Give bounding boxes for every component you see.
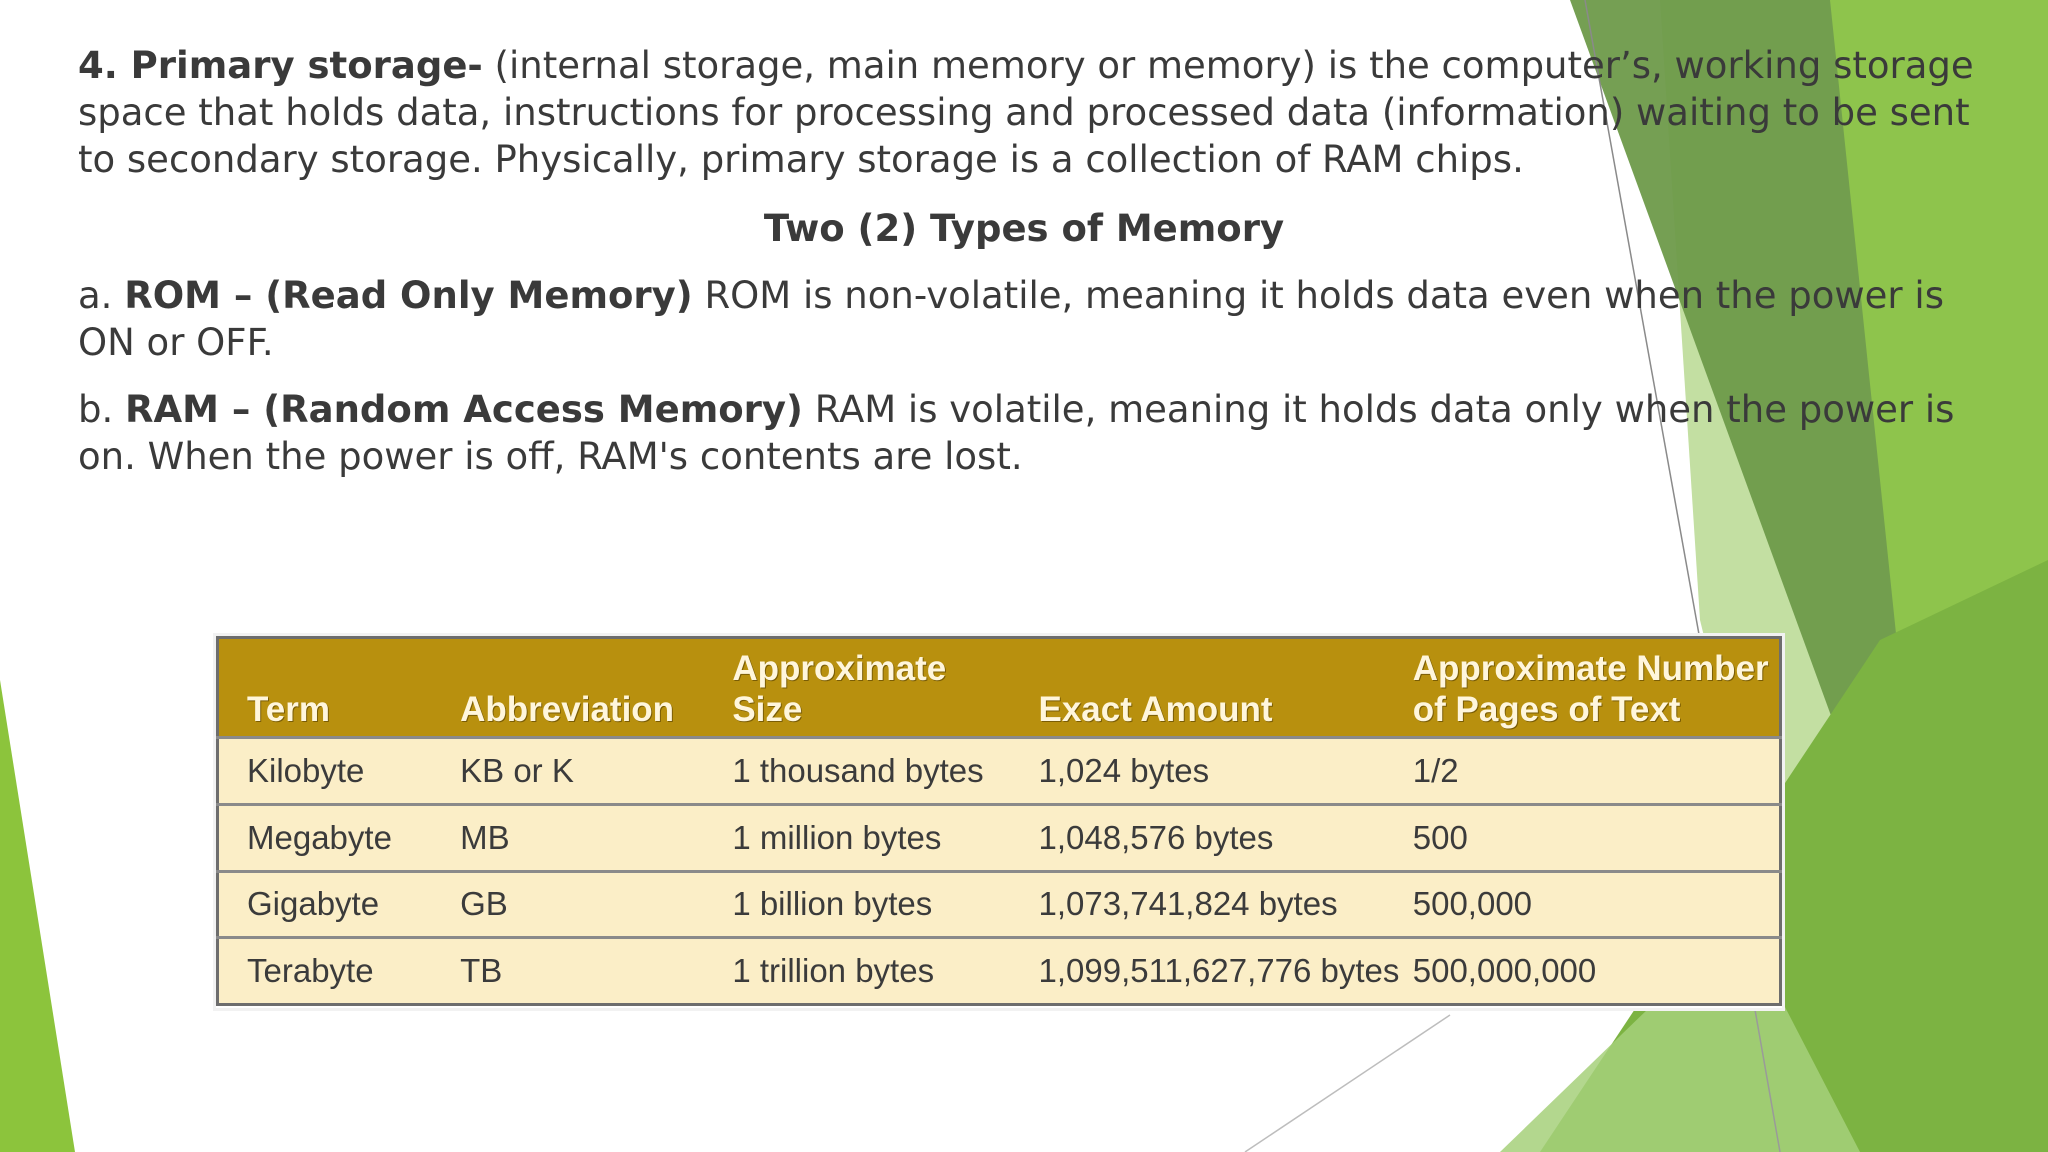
primary-storage-paragraph [78, 42, 1978, 183]
slide-content [78, 42, 1978, 480]
header-abbreviation: Abbreviation [460, 690, 675, 729]
cell-term: Terabyte [218, 938, 461, 1005]
primary-storage-text: (internal storage, main memory or memory) is the computer’s, working storage space that holds data, instructions for processing and processed data (information) waiting to be sent to secondary storage. Physically, primary storage is a collection of RAM chips. [78, 44, 1974, 181]
ram-term: RAM – (Random Access Memory) [125, 388, 803, 431]
rom-text: ROM is non-volatile, meaning it holds data even when the power is ON or OFF. [78, 274, 1944, 364]
table-row [218, 804, 1781, 871]
cell-pages: 500,000 [1413, 871, 1781, 938]
header-pages-line2: of Pages of Text [1412, 690, 1681, 729]
cell-term: Gigabyte [218, 871, 461, 938]
cell-abbreviation: KB or K [460, 738, 732, 805]
ram-item [78, 386, 1978, 480]
cell-size: 1 million bytes [732, 804, 1038, 871]
ram-prefix: b. [78, 388, 126, 431]
header-pages-line1: Approximate Number [1412, 649, 1769, 688]
cell-exact: 1,073,741,824 bytes [1039, 871, 1413, 938]
table-row [218, 871, 1781, 938]
cell-size: 1 trillion bytes [732, 938, 1038, 1005]
cell-term: Kilobyte [218, 738, 461, 805]
header-exact-amount: Exact Amount [1038, 690, 1273, 729]
storage-units-table-image [216, 636, 1782, 1008]
rom-prefix: a. [78, 274, 125, 317]
storage-units-table [216, 636, 1782, 1006]
cell-exact: 1,099,511,627,776 bytes [1039, 938, 1413, 1005]
ram-text: RAM is volatile, meaning it holds data only when the power is on. When the power is off, RAM's contents are lost. [78, 388, 1955, 478]
header-term: Term [247, 690, 330, 729]
decor-line-2 [1245, 1015, 1450, 1152]
decor-shape-left [0, 680, 75, 1152]
table-header-row [218, 638, 1781, 738]
header-size-line1: Approximate [732, 649, 947, 688]
primary-storage-term: 4. Primary storage- [78, 44, 483, 87]
cell-pages: 500,000,000 [1413, 938, 1781, 1005]
table-row [218, 738, 1781, 805]
cell-size: 1 billion bytes [732, 871, 1038, 938]
header-approximate-size [732, 638, 1038, 738]
cell-term: Megabyte [218, 804, 461, 871]
cell-pages: 500 [1413, 804, 1781, 871]
cell-pages: 1/2 [1413, 738, 1781, 805]
header-pages-of-text [1413, 638, 1781, 738]
cell-abbreviation: MB [460, 804, 732, 871]
cell-exact: 1,024 bytes [1039, 738, 1413, 805]
rom-term: ROM – (Read Only Memory) [124, 274, 693, 317]
cell-size: 1 thousand bytes [732, 738, 1038, 805]
cell-abbreviation: TB [460, 938, 732, 1005]
cell-abbreviation: GB [460, 871, 732, 938]
memory-types-heading: Two (2) Types of Memory [763, 207, 1285, 250]
cell-exact: 1,048,576 bytes [1039, 804, 1413, 871]
rom-item [78, 272, 1978, 366]
table-row [218, 938, 1781, 1005]
header-size-line2: Size [732, 690, 803, 729]
